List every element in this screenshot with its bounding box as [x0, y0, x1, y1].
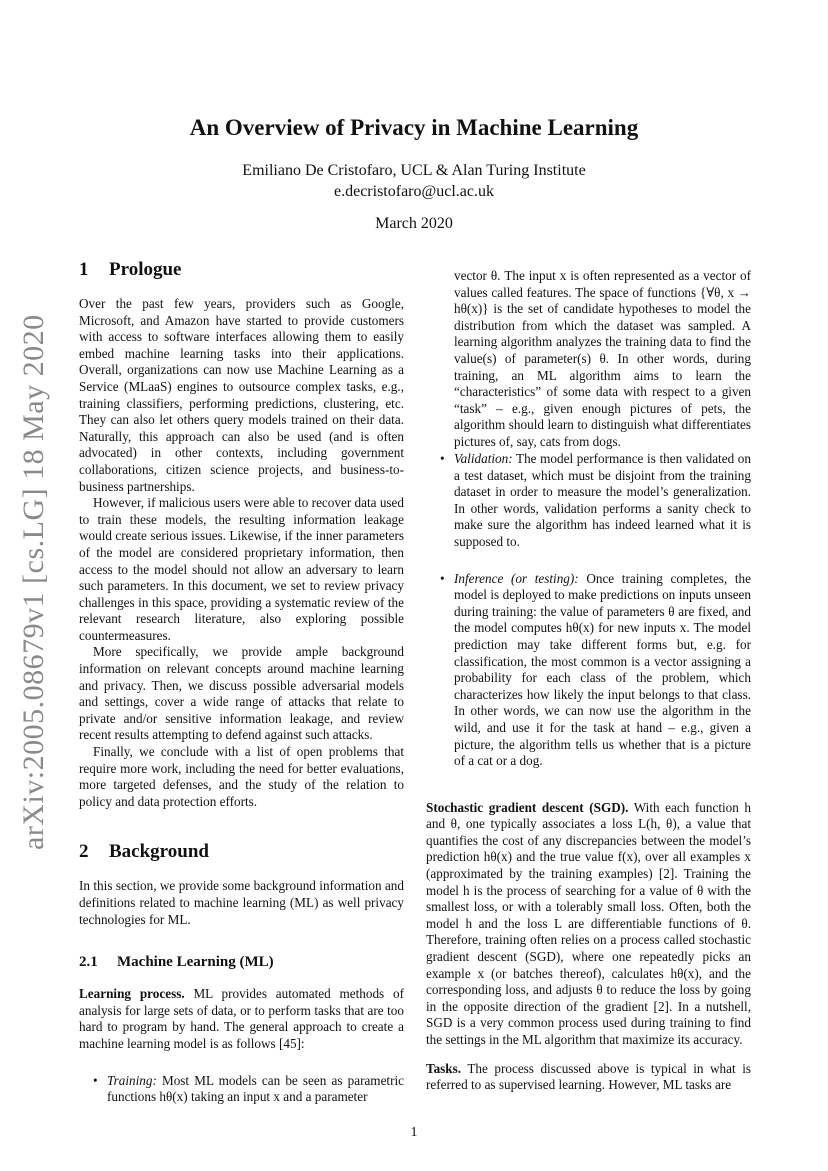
page-number: 1	[410, 1125, 418, 1140]
item-text: Most ML models can be seen as parametric functions hθ(x) taking an input x and a parameter	[107, 1072, 404, 1105]
run-in-heading: Stochastic gradient descent (SGD).	[426, 799, 629, 815]
item-text: Once training completes, the model is deployed to make predictions on inputs unseen during training: the value of parameters θ are fixed, and the model computes hθ(x) for new inputs x. The model prediction may take different forms but, e.g. for classification, the most common is a vector assigning a probability for each class of the problem, which characterizes how likely the input belongs to that class. In other words, we can now use the algorithm in the wild, and use it for the task at hand – e.g., given a picture, the algorithm tells us whether that is a picture of a cat or a dog.	[454, 570, 751, 769]
section-title: Background	[109, 841, 209, 863]
list-item-validation	[426, 451, 751, 551]
subsection-heading-ml	[79, 952, 404, 972]
item-label: Validation:	[454, 451, 513, 466]
publication-date: March 2020	[375, 215, 453, 232]
item-label: Training:	[107, 1072, 157, 1088]
arxiv-identifier-stamp: arXiv:2005.08679v1 [cs.LG] 18 May 2020	[17, 314, 50, 850]
section-number: 1	[79, 259, 89, 280]
paragraph: More specifically, we provide ample background information on relevant concepts around machine learning and privacy. Then, we discuss possible adversarial models and settings, cover a wide range of attacks that relate to private and/or sensitive information leakage, and review recent results attempting to defend against such attacks.	[79, 644, 404, 743]
paragraph: In this section, we provide some background information and definitions related to machine learning (ML) as well privacy technologies for ML.	[79, 878, 404, 927]
paragraph-text: ML provides automated methods of analysis for large sets of data, or to perform tasks that are too hard to program by hand. The general approach to create a machine learning model is as follows [45]:	[79, 986, 404, 1051]
section-title: Prologue	[109, 259, 182, 280]
item-text: The model performance is then validated on a test dataset, which must be disjoint from the training dataset in order to measure the model’s generalization. In other words, validation performs a sanity check to make sure the algorithm has indeed learned what it is supposed to.	[454, 451, 751, 549]
paragraph-text: The process discussed above is typical in what is referred to as supervised learning. However, ML tasks are	[426, 1060, 751, 1093]
list-item-inference	[426, 571, 751, 770]
right-column	[426, 268, 751, 1094]
ml-process-list-cont	[426, 451, 751, 770]
paragraph-learning-process	[79, 986, 404, 1052]
paper-title: An Overview of Privacy in Machine Learning	[189, 115, 639, 140]
paragraph-tasks	[426, 1061, 751, 1094]
section-heading-background	[79, 840, 404, 864]
list-item-training	[79, 1073, 404, 1106]
subsection-number: 2.1	[79, 954, 98, 971]
training-text-continued: vector θ. The input x is often represented as a vector of values called features. The space of functions {∀θ, x → hθ(x)} is the set of candidate hypotheses to model the distribution from which the dataset was sampled. A learning algorithm analyzes the training data to find the value(s) of parameter(s) θ. In other words, during training, an ML algorithm aims to learn the “characteristics” of some data with respect to a given “task” – e.g., given enough pictures of pets, the algorithm should learn to distinguish what differentiates pictures of, say, cats from dogs.	[454, 268, 751, 449]
left-column	[79, 258, 404, 1106]
run-in-heading: Tasks.	[426, 1060, 462, 1076]
paragraph-text: With each function h and θ, one typically associates a loss L(h, θ), a value that quantifies the cost of any discrepancies between the model’s prediction hθ(x) and the true value f(x), over all examples x (approximated by the training examples) [2]. Training the model h is the process of searching for a value of θ with the smallest loss, or with a tolerably small loss. Often, both the model h and the loss L are differentiable functions of θ. Therefore, training often relies on a process called stochastic gradient descent (SGD), where one repeatedly picks an example x (or batches thereof), calculates hθ(x), and the corresponding loss, and adjusts θ to reduce the loss by going in the opposite direction of the gradient [2]. In a nutshell, SGD is a very common process used during training to find the settings in the ML algorithm that maximize its accuracy.	[426, 799, 751, 1047]
item-label: Inference (or testing):	[454, 570, 579, 586]
paragraph: Finally, we conclude with a list of open problems that require more work, including the need for better evaluations, more targeted defenses, and the study of the relation to policy and data protection efforts.	[79, 744, 404, 809]
section-heading-prologue	[79, 258, 404, 282]
section-number: 2	[79, 841, 89, 863]
author-email: e.decristofaro@ucl.ac.uk	[334, 183, 494, 200]
paragraph: However, if malicious users were able to recover data used to train these models, the resulting information leakage would create serious issues. Likewise, if the inner parameters of the model are considered proprietary information, then access to the model should not allow an adversary to learn such parameters. In this document, we set to review privacy challenges in this space, providing a systematic review of the relevant research literature, also exploring possible countermeasures.	[79, 495, 404, 643]
training-continuation	[426, 268, 751, 451]
author-affiliation: Emiliano De Cristofaro, UCL & Alan Turing Institute	[242, 162, 586, 179]
ml-process-list	[79, 1073, 404, 1106]
subsection-title: Machine Learning (ML)	[117, 954, 274, 971]
paragraph-sgd	[426, 800, 751, 1049]
paragraph: Over the past few years, providers such as Google, Microsoft, and Amazon have started to provide customers with access to software interfaces allowing them to easily embed machine learning tasks into their applications. Overall, organizations can now use Machine Learning as a Service (MLaaS) engines to outsource complex tasks, e.g., training classifiers, performing predictions, clustering, etc. They can also let others query models trained on their data. Naturally, this approach can also be used (and is often advocated) in other contexts, including government collaborations, citizen science projects, and business-to-business partnerships.	[79, 296, 404, 494]
run-in-heading: Learning process.	[79, 986, 185, 1002]
